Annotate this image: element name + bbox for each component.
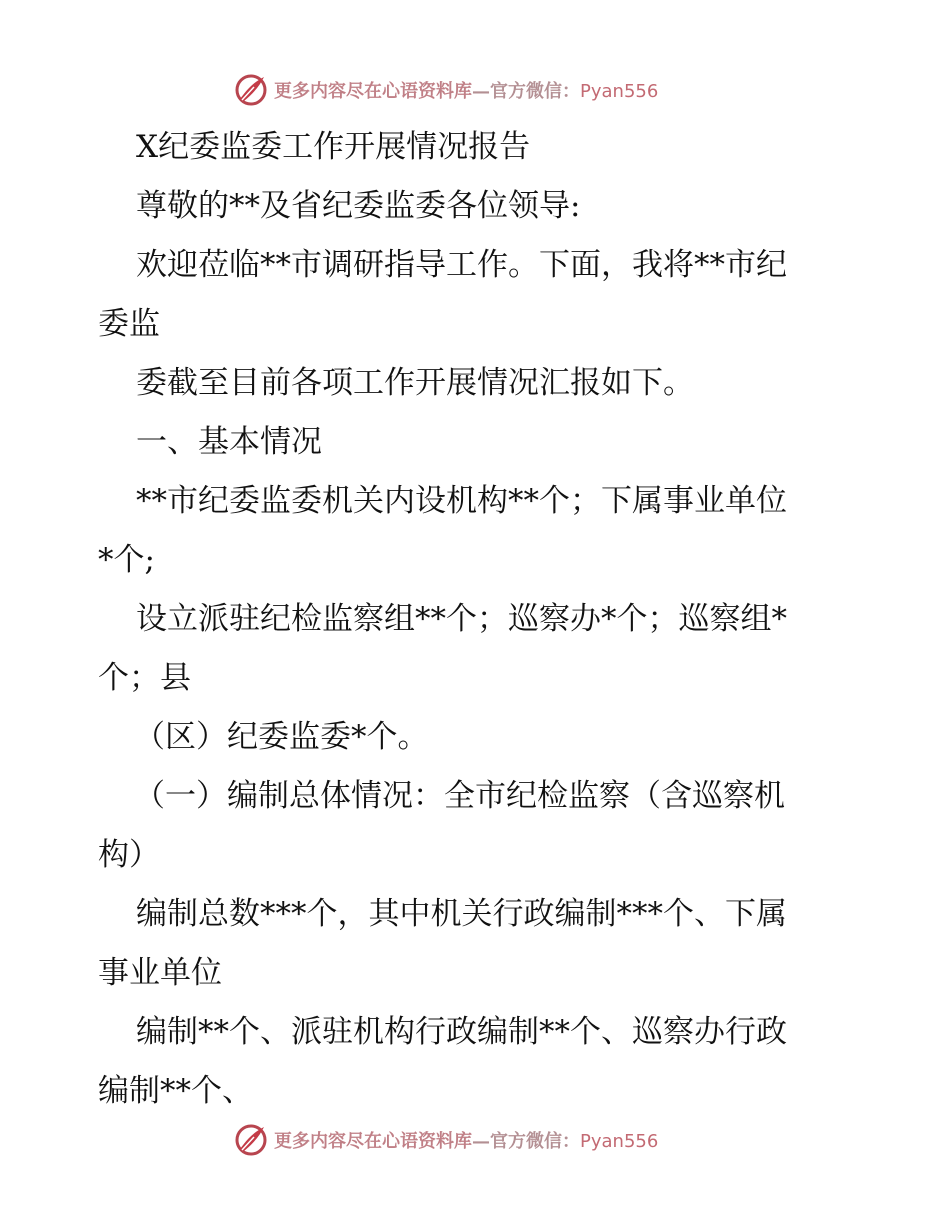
watermark-site-name: 更多内容尽在心语资料库: [274, 1131, 472, 1152]
watermark-wechat-id: Pyan556: [580, 1131, 659, 1152]
doc-line: （区）纪委监委*个。: [134, 719, 429, 755]
doc-line: 编制**个、派驻机构行政编制**个、巡察办行政: [136, 1014, 787, 1050]
watermark-wechat-id: Pyan556: [580, 81, 659, 102]
watermark-footer: [234, 1120, 754, 1160]
doc-line: 设立派驻纪检监察组**个；巡察办*个；巡察组*: [136, 601, 787, 637]
doc-line: *个;: [98, 542, 155, 578]
section-heading: 一、基本情况: [136, 424, 322, 460]
doc-line: 编制**个、: [98, 1073, 253, 1109]
watermark-header: [234, 70, 754, 110]
doc-line: 委截至目前各项工作开展情况汇报如下。: [136, 365, 694, 401]
quill-logo-icon: [234, 73, 268, 107]
document-body: [98, 118, 858, 1121]
doc-line: 构）: [98, 837, 160, 873]
doc-salutation: 尊敬的**及省纪委监委各位领导:: [136, 188, 581, 224]
watermark-wechat-label: —官方微信：: [472, 81, 580, 102]
doc-line: **市纪委监委机关内设机构**个；下属事业单位: [136, 483, 787, 519]
watermark-wechat-label: —官方微信：: [472, 1131, 580, 1152]
doc-line: 委监: [98, 306, 160, 342]
quill-logo-icon: [234, 1123, 268, 1157]
doc-line: 欢迎莅临**市调研指导工作。下面，我将**市纪: [136, 247, 787, 283]
subsection-heading: （一）编制总体情况：全市纪检监察（含巡察机: [134, 778, 785, 814]
watermark-site-name: 更多内容尽在心语资料库: [274, 81, 472, 102]
doc-line: 个；县: [98, 660, 191, 696]
doc-line: 编制总数***个，其中机关行政编制***个、下属: [136, 896, 787, 932]
doc-title: X纪委监委工作开展情况报告: [136, 129, 531, 165]
doc-line: 事业单位: [98, 955, 222, 991]
